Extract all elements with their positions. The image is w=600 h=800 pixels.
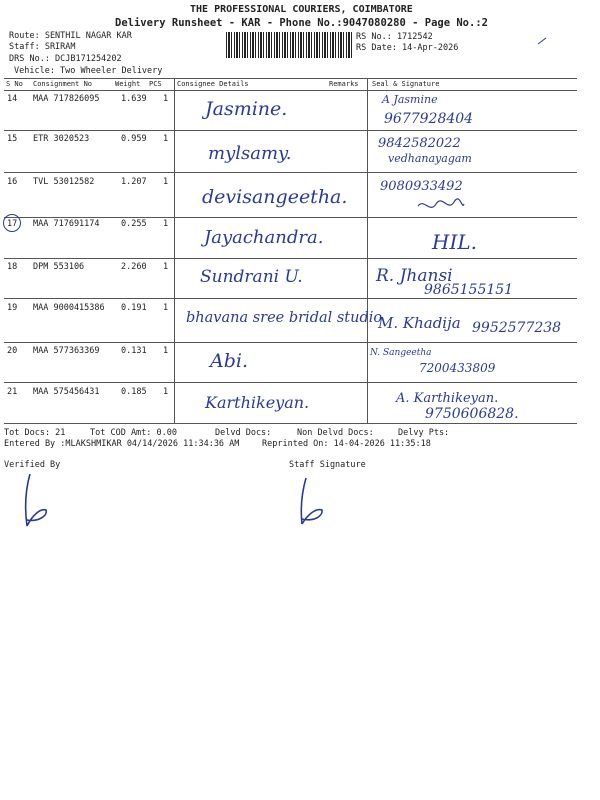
row-pcs: 1 [163, 177, 169, 187]
consignee-handwriting: Jasmine. [205, 98, 288, 120]
row-weight: 0.131 [121, 346, 147, 356]
row-pcs: 1 [163, 262, 169, 272]
row-consignment: MAA 9000415386 [33, 303, 105, 313]
consignee-handwriting: devisangeetha. [202, 186, 348, 208]
row-consignment: MAA 717691174 [33, 219, 100, 229]
row-consignment: ETR 3020523 [33, 134, 90, 144]
row-sno: 21 [7, 387, 18, 397]
consignee-handwriting: Karthikeyan. [205, 393, 310, 412]
reprinted-on: Reprinted On: 14-04-2026 11:35:18 [262, 439, 431, 449]
row-pcs: 1 [163, 94, 169, 104]
seal-phone: 9677928404 [384, 111, 474, 127]
staff-signature-label: Staff Signature [289, 460, 366, 470]
row-sno: 19 [7, 303, 18, 313]
row-pcs: 1 [163, 346, 169, 356]
row-weight: 0.255 [121, 219, 147, 229]
row-sno: 17 [7, 219, 18, 229]
seal-signature: R. Jhansi [376, 266, 453, 286]
row-weight: 0.185 [121, 387, 147, 397]
row-sno: 15 [7, 134, 18, 144]
row-weight: 2.260 [121, 262, 147, 272]
row-consignment: TVL 53012582 [33, 177, 95, 187]
col-sno: S No [6, 80, 23, 88]
entered-by: Entered By :MLAKSHMIKAR 04/14/2026 11:34:36 AM [4, 439, 240, 449]
consignee-handwriting: mylsamy. [208, 143, 292, 164]
consignee-handwriting: Abi. [210, 350, 248, 372]
staff-signature [292, 474, 332, 530]
seal-phone: 7200433809 [419, 361, 496, 375]
row-weight: 1.639 [121, 94, 147, 104]
staff-label: Staff: SRIRAM [9, 42, 76, 52]
delvy-pts: Delvy Pts: [398, 428, 450, 438]
seal-phone: 9750606828. [425, 406, 519, 422]
delvd-docs: Delvd Docs: [215, 428, 272, 438]
vehicle-label: Vehicle: Two Wheeler Delivery [14, 66, 163, 76]
row-consignment: DPM 553106 [33, 262, 85, 272]
seal-phone: vedhanayagam [388, 152, 472, 165]
verified-by-label: Verified By [4, 460, 61, 470]
row-pcs: 1 [163, 303, 169, 313]
col-weight: Weight [115, 80, 141, 88]
consignee-handwriting: bhavana sree bridal studio [186, 310, 383, 326]
seal-phone: 9865155151 [424, 282, 514, 298]
rs-number: RS No.: 1712542 [356, 32, 433, 42]
seal-phone: 9952577238 [472, 320, 562, 336]
seal-signature: M. Khadija [378, 314, 461, 332]
row-consignment: MAA 717826095 [33, 94, 100, 104]
drs-number: DRS No.: DCJB171254202 [9, 54, 122, 64]
pen-tick [536, 36, 548, 46]
row-weight: 0.191 [121, 303, 147, 313]
seal-signature: 9080933492 [380, 179, 463, 194]
company-name: THE PROFESSIONAL COURIERS, COIMBATORE [190, 4, 413, 15]
col-consignment: Consignment No [33, 80, 93, 88]
row-pcs: 1 [163, 219, 169, 229]
row-consignment: MAA 577363369 [33, 346, 100, 356]
col-seal: Seal & Signature [372, 80, 440, 88]
col-remarks: Remarks [329, 80, 359, 88]
route-label: Route: SENTHIL NAGAR KAR [9, 31, 132, 41]
seal-signature: HIL. [432, 230, 477, 254]
consignee-handwriting: Jayachandra. [204, 227, 324, 248]
row-weight: 0.959 [121, 134, 147, 144]
tot-docs: Tot Docs: 21 [4, 428, 66, 438]
row-sno: 20 [7, 346, 18, 356]
seal-signature: A. Karthikeyan. [396, 391, 499, 406]
consignee-handwriting: Sundrani U. [200, 267, 303, 287]
row-weight: 1.207 [121, 177, 147, 187]
row-pcs: 1 [163, 134, 169, 144]
seal-signature: A Jasmine [382, 93, 438, 106]
non-delvd-docs: Non Delvd Docs: [297, 428, 374, 438]
runsheet-title: Delivery Runsheet - KAR - Phone No.:9047080280 - Page No.:2 [115, 17, 488, 29]
barcode [226, 32, 352, 58]
row-consignment: MAA 575456431 [33, 387, 100, 397]
row-pcs: 1 [163, 387, 169, 397]
tot-cod: Tot COD Amt: 0.00 [90, 428, 177, 438]
seal-signature: N. Sangeetha [370, 348, 432, 358]
seal-signature: 9842582022 [378, 136, 461, 151]
col-pcs: PCS [149, 80, 162, 88]
scribble-mark [414, 196, 466, 216]
col-consignee: Consignee Details [177, 80, 249, 88]
row-sno: 16 [7, 177, 18, 187]
verified-signature [18, 470, 58, 532]
row-sno: 18 [7, 262, 18, 272]
rs-date: RS Date: 14-Apr-2026 [356, 43, 459, 53]
row-sno: 14 [7, 94, 18, 104]
